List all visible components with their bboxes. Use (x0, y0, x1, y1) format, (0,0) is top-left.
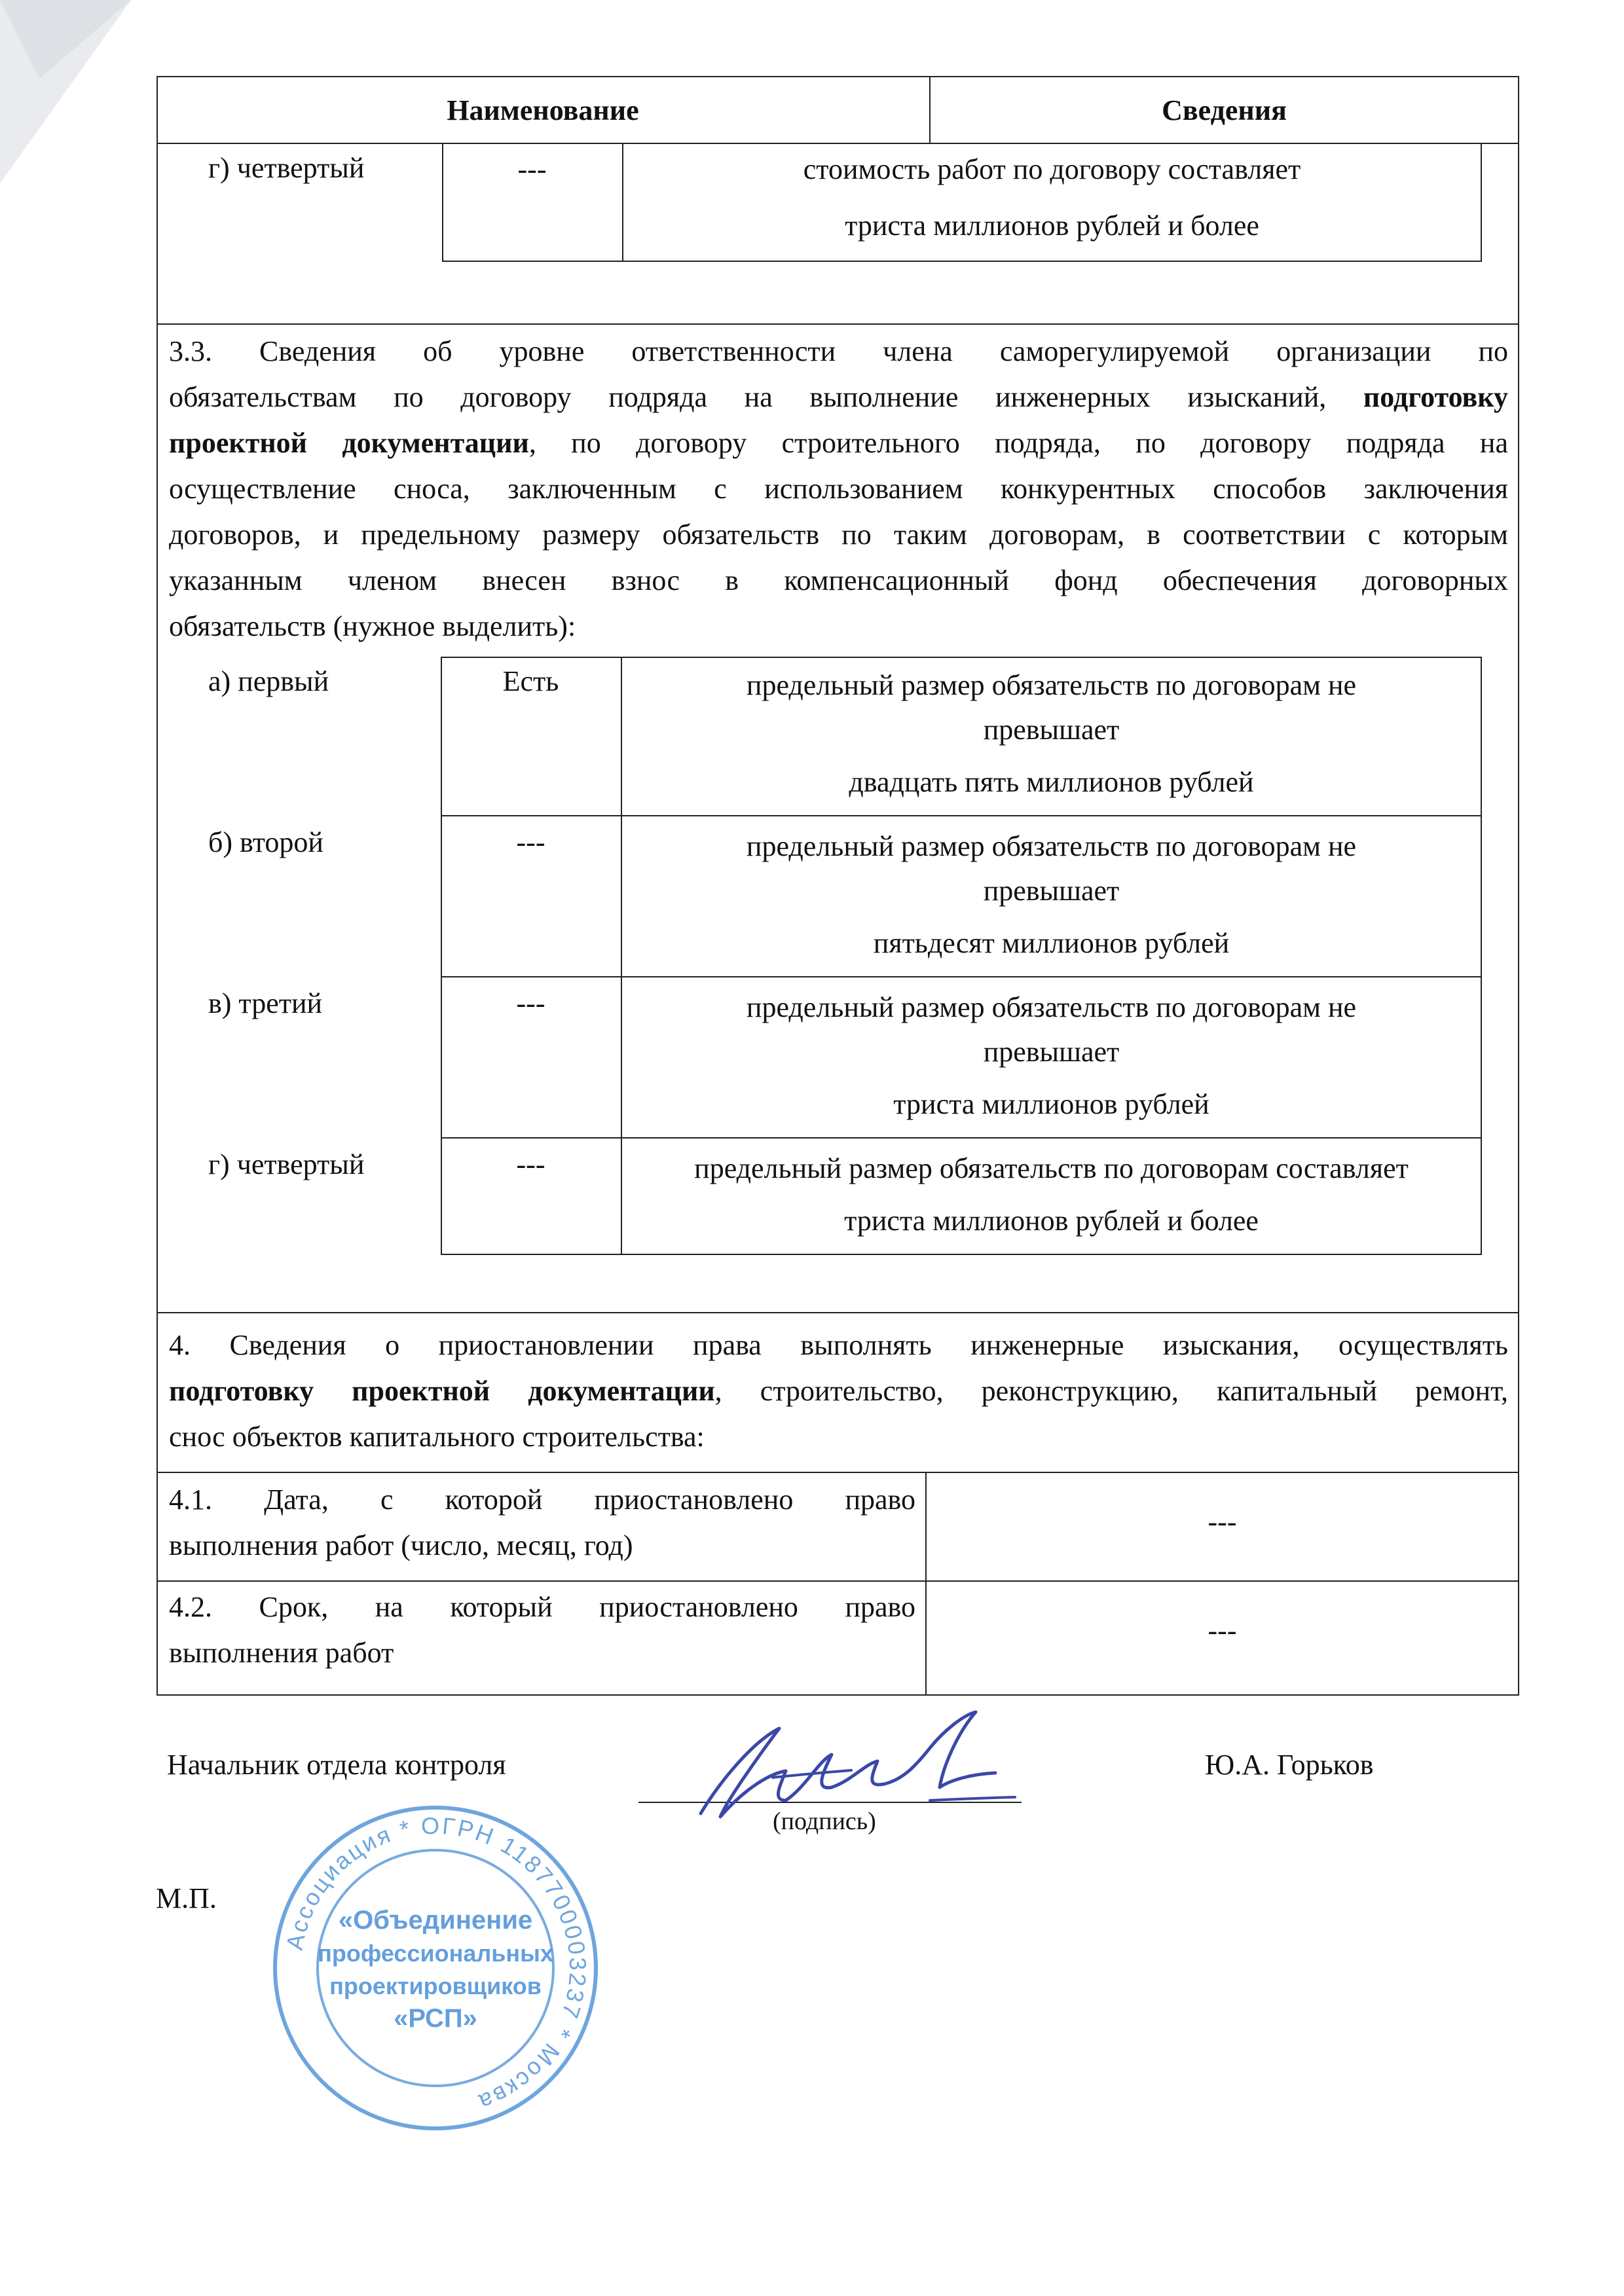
row-label: г) четвертый (208, 152, 365, 184)
inner-row-line (441, 1137, 1482, 1139)
inner-row-line (441, 815, 1482, 816)
paragraph-line: обязательств (нужное выделить): (169, 610, 576, 642)
row-text-line: превышает (983, 875, 1120, 907)
row-4-2-label: 4.2. Срок, на который приостановлено право выполнения работ (169, 1591, 915, 1669)
folded-corner-artifact (0, 0, 131, 196)
svg-text:проектировщиков: проектировщиков (329, 1973, 542, 1999)
paragraph-line: снос объектов капитального строительства: (169, 1421, 705, 1453)
row-mark: --- (516, 826, 545, 858)
svg-text:профессиональных: профессиональных (318, 1940, 553, 1967)
paragraph-line: договоров, и предельному размеру обязательств по таким договорам, в соответствии с которым (169, 519, 1508, 551)
row-text-line: триста миллионов рублей и более (844, 1205, 1259, 1237)
row-text-line: стоимость работ по договору составляет (803, 153, 1301, 185)
organization-seal (265, 1798, 606, 2138)
row-mark: --- (516, 987, 545, 1019)
row-mark: --- (517, 153, 547, 185)
signature-caption: (подпись) (773, 1808, 876, 1835)
section-4-paragraph (169, 1322, 1508, 1460)
row-label: а) первый (208, 665, 329, 697)
row-text-line: триста миллионов рублей (893, 1088, 1209, 1120)
row-text-line: предельный размер обязательств по договорам не (746, 830, 1357, 862)
row-4-2-value: --- (1208, 1614, 1237, 1647)
section-divider (157, 323, 1519, 325)
row-4-1-value: --- (1208, 1506, 1237, 1538)
header-col-name: Наименование (447, 94, 639, 126)
row-label: б) второй (208, 826, 323, 858)
handwritten-signature (681, 1702, 1022, 1846)
paragraph-line: осуществление сноса, заключенным с использованием конкурентных способов заключения (169, 473, 1508, 505)
row-text-line: предельный размер обязательств по договорам не (746, 669, 1357, 701)
paragraph-line: обязательствам по договору подряда на выполнение инженерных изысканий, подготовку (169, 381, 1508, 413)
row-text-line: предельный размер обязательств по договорам составляет (694, 1152, 1409, 1184)
inner-row-line (441, 976, 1482, 977)
row-text-line: триста миллионов рублей и более (845, 210, 1259, 242)
section-divider (157, 1472, 1519, 1473)
row-mark: Есть (502, 665, 559, 697)
row-divider (157, 1580, 1519, 1582)
paragraph-line: проектной документации, по договору строительного подряда, по договору подряда на (169, 427, 1508, 459)
svg-text:«Объединение: «Объединение (338, 1906, 533, 1935)
svg-text:Ассоциация * ОГРН 1187700003: Ассоциация * ОГРН 1187700003237 * Москва (280, 1812, 592, 2117)
row-text-line: предельный размер обязательств по договорам не (746, 991, 1357, 1023)
header-col-info: Сведения (1162, 94, 1287, 126)
row-4-1-label: 4.1. Дата, с которой приостановлено право выполнения работ (число, месяц, год) (169, 1484, 915, 1561)
paragraph-line: 3.3. Сведения об уровне ответственности члена саморегулируемой организации по (169, 335, 1508, 367)
signer-name: Ю.А. Горьков (1205, 1749, 1374, 1781)
row-label: в) третий (208, 987, 323, 1019)
signer-position: Начальник отдела контроля (167, 1749, 506, 1781)
paragraph-line: подготовку проектной документации, строительство, реконструкцию, капитальный ремонт, (169, 1375, 1508, 1407)
row-text-line: пятьдесят миллионов рублей (873, 927, 1230, 959)
section-3-3-paragraph (169, 329, 1508, 649)
row-mark: --- (516, 1148, 545, 1180)
header-divider (929, 76, 931, 144)
row-label: г) четвертый (208, 1148, 365, 1180)
seal-place-label: М.П. (156, 1882, 217, 1914)
row-text-line: превышает (983, 714, 1120, 746)
svg-text:«РСП»: «РСП» (394, 2004, 477, 2033)
row-text-line: двадцать пять миллионов рублей (849, 766, 1254, 798)
row-text-line: превышает (983, 1036, 1120, 1068)
paragraph-line: указанным членом внесен взнос в компенсационный фонд обеспечения договорных (169, 564, 1508, 596)
paragraph-line: 4. Сведения о приостановлении права выполнять инженерные изыскания, осуществлять (169, 1329, 1508, 1361)
section-divider (157, 1312, 1519, 1313)
